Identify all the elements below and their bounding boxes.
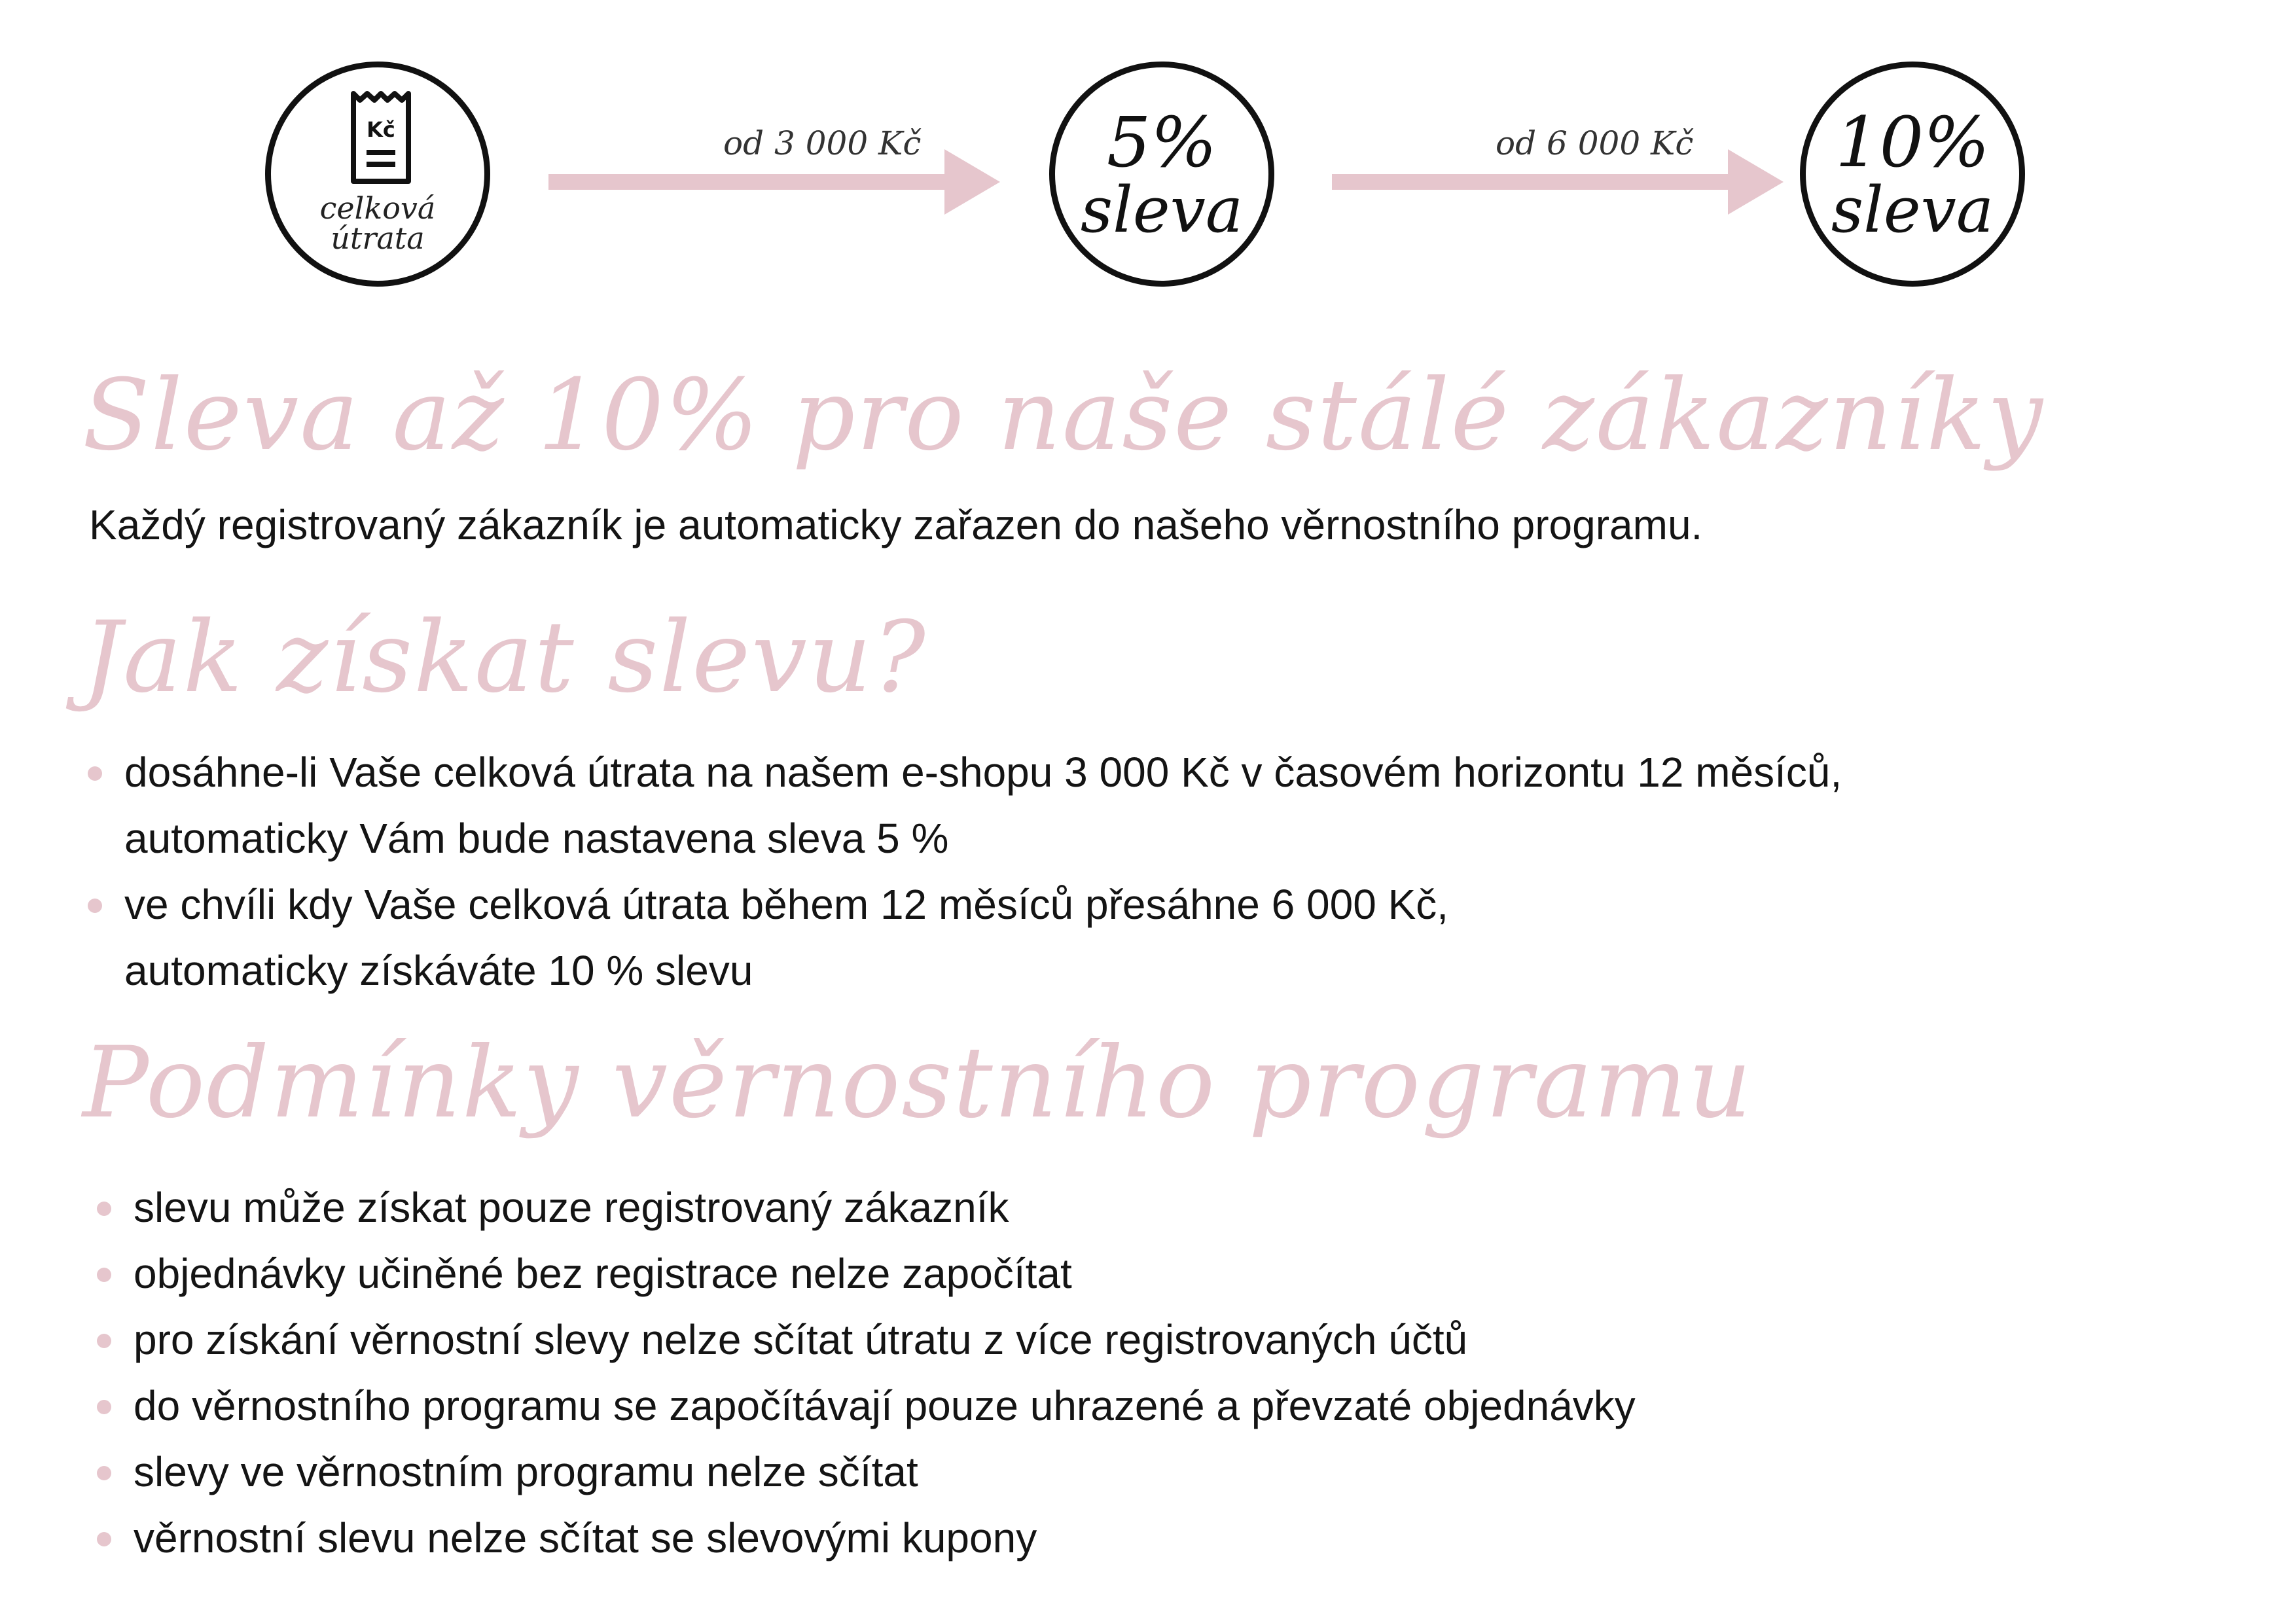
list-item-text: slevy ve věrnostním programu nelze sčítat (134, 1448, 918, 1495)
bullet-icon (88, 766, 102, 781)
main-heading: Sleva až 10% pro naše stálé zákazníky (82, 359, 2044, 473)
discount-5-circle (1049, 62, 1274, 287)
list-item (93, 1175, 1636, 1241)
intro-text: Každý registrovaný zákazník je automaticky zařazen do našeho věrnostního programu. (89, 501, 1703, 548)
threshold-label-1: od 3 000 Kč (723, 124, 922, 162)
list-item-text: objednávky učiněné bez registrace nelze započítat (134, 1250, 1072, 1297)
bullet-icon (97, 1532, 111, 1546)
receipt-icon (348, 90, 414, 187)
how-heading: Jak získat slevu? (82, 601, 927, 715)
list-item-line2: automaticky získáváte 10 % slevu (124, 947, 753, 994)
discount-10-word: sleva (1831, 173, 1994, 247)
discount-10-circle (1800, 62, 2025, 287)
conditions-heading: Podmínky věrnostního programu (82, 1026, 1753, 1140)
total-spend-circle (265, 62, 490, 287)
list-item (93, 1373, 1636, 1439)
bullet-icon (97, 1400, 111, 1414)
bullet-icon (88, 899, 102, 913)
list-item-line2: automaticky Vám bude nastavena sleva 5 % (124, 815, 949, 862)
list-item (93, 1307, 1636, 1373)
discount-5-word: sleva (1080, 173, 1244, 247)
list-item (93, 1241, 1636, 1307)
conditions-list (93, 1175, 1636, 1571)
list-item (93, 1505, 1636, 1571)
list-item-line1: ve chvíli kdy Vaše celková útrata během 12 měsíců přesáhne 6 000 Kč, (124, 881, 1449, 928)
list-item (93, 1439, 1636, 1505)
list-item-text: věrnostní slevu nelze sčítat se slevovými kupony (134, 1514, 1037, 1561)
bullet-icon (97, 1334, 111, 1348)
how-list (84, 740, 1842, 1004)
total-spend-line2: útrata (331, 221, 425, 256)
receipt-currency: Kč (367, 117, 395, 142)
threshold-label-2: od 6 000 Kč (1496, 124, 1694, 162)
bullet-icon (97, 1268, 111, 1282)
discount-10-percent: 10% (1835, 102, 1990, 183)
list-item-text: do věrnostního programu se započítávají pouze uhrazené a převzaté objednávky (134, 1382, 1636, 1429)
total-spend-line1: celková (319, 190, 436, 226)
list-item-text: pro získání věrnostní slevy nelze sčítat útratu z více registrovaných účtů (134, 1316, 1468, 1363)
discount-5-percent: 5% (1106, 102, 1217, 183)
list-item-text: slevu může získat pouze registrovaný zákazník (134, 1184, 1009, 1231)
list-item (84, 740, 1842, 872)
bullet-icon (97, 1466, 111, 1480)
list-item-line1: dosáhne-li Vaše celková útrata na našem e-shopu 3 000 Kč v časovém horizontu 12 měsíců, (124, 749, 1842, 796)
bullet-icon (97, 1202, 111, 1216)
total-spend-label (271, 190, 484, 256)
list-item (84, 872, 1842, 1004)
